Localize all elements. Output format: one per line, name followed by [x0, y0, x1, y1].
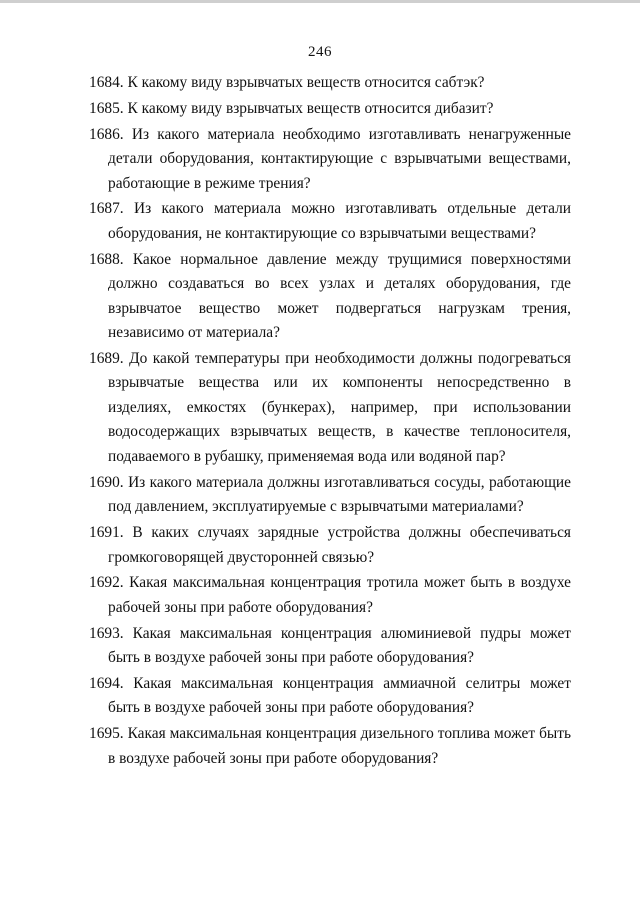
question-text: К какому виду взрывчатых веществ относится сабтэк?	[127, 74, 485, 91]
question-text: Из какого материала необходимо изготавливать ненагруженные детали оборудования, контактирующие с взрывчатыми веществами, работающие в режиме трения?	[108, 125, 571, 192]
page-number: 246	[308, 44, 332, 60]
question-number: 1688.	[89, 250, 124, 268]
question-item	[89, 672, 571, 721]
question-item	[89, 347, 571, 470]
question-item	[89, 248, 571, 346]
question-number: 1690.	[89, 473, 124, 491]
question-text: До какой температуры при необходимости должны подогреваться взрывчатые вещества или их компоненты непосредственно в изделиях, емкостях (бункерах), например, при использовании водосодержащих взрывчатых веществ, в качестве теплоносителя, подаваемого в рубашку, применяемая вода или водяной пар?	[108, 349, 571, 465]
question-item	[89, 521, 571, 570]
question-list	[89, 71, 571, 773]
question-number: 1691.	[89, 524, 124, 542]
question-number: 1689.	[89, 349, 124, 367]
question-number: 1687.	[89, 200, 124, 218]
question-number: 1694.	[89, 674, 124, 692]
question-item	[89, 622, 571, 671]
question-item	[89, 197, 571, 246]
question-number: 1685.	[89, 99, 124, 117]
question-number: 1692.	[89, 574, 124, 592]
question-text: Какая максимальная концентрация аммиачной селитры может быть в воздухе рабочей зоны при работе оборудования?	[108, 674, 571, 717]
question-item	[89, 97, 571, 122]
question-text: Из какого материала можно изготавливать отдельные детали оборудования, не контактирующие со взрывчатыми веществами?	[108, 200, 571, 242]
question-text: Какая максимальная концентрация тротила может быть в воздухе рабочей зоны при работе оборудования?	[108, 574, 571, 616]
question-text: В каких случаях зарядные устройства должны обеспечиваться громкоговорящей двусторонней связью?	[108, 524, 571, 566]
question-text: К какому виду взрывчатых веществ относится дибазит?	[127, 99, 494, 117]
question-number: 1684.	[89, 74, 124, 91]
question-number: 1695.	[89, 725, 124, 743]
question-item	[89, 123, 571, 197]
question-item	[89, 722, 571, 771]
question-text: Какая максимальная концентрация алюминиевой пудры может быть в воздухе рабочей зоны при работе оборудования?	[108, 624, 571, 667]
question-text: Из какого материала должны изготавливаться сосуды, работающие под давлением, эксплуатируемые с взрывчатыми материалами?	[108, 473, 571, 516]
scan-edge	[0, 0, 640, 3]
question-item	[89, 571, 571, 620]
question-number: 1686.	[89, 125, 124, 143]
question-item	[89, 71, 571, 96]
question-number: 1693.	[89, 624, 124, 642]
question-item	[89, 471, 571, 520]
question-text: Какая максимальная концентрация дизельного топлива может быть в воздухе рабочей зоны при работе оборудования?	[108, 725, 571, 767]
question-text: Какое нормальное давление между трущимися поверхностями должно создаваться во всех узлах и деталях оборудования, где взрывчатое вещество может подвергаться нагрузкам трения, независимо от материала?	[108, 250, 571, 342]
